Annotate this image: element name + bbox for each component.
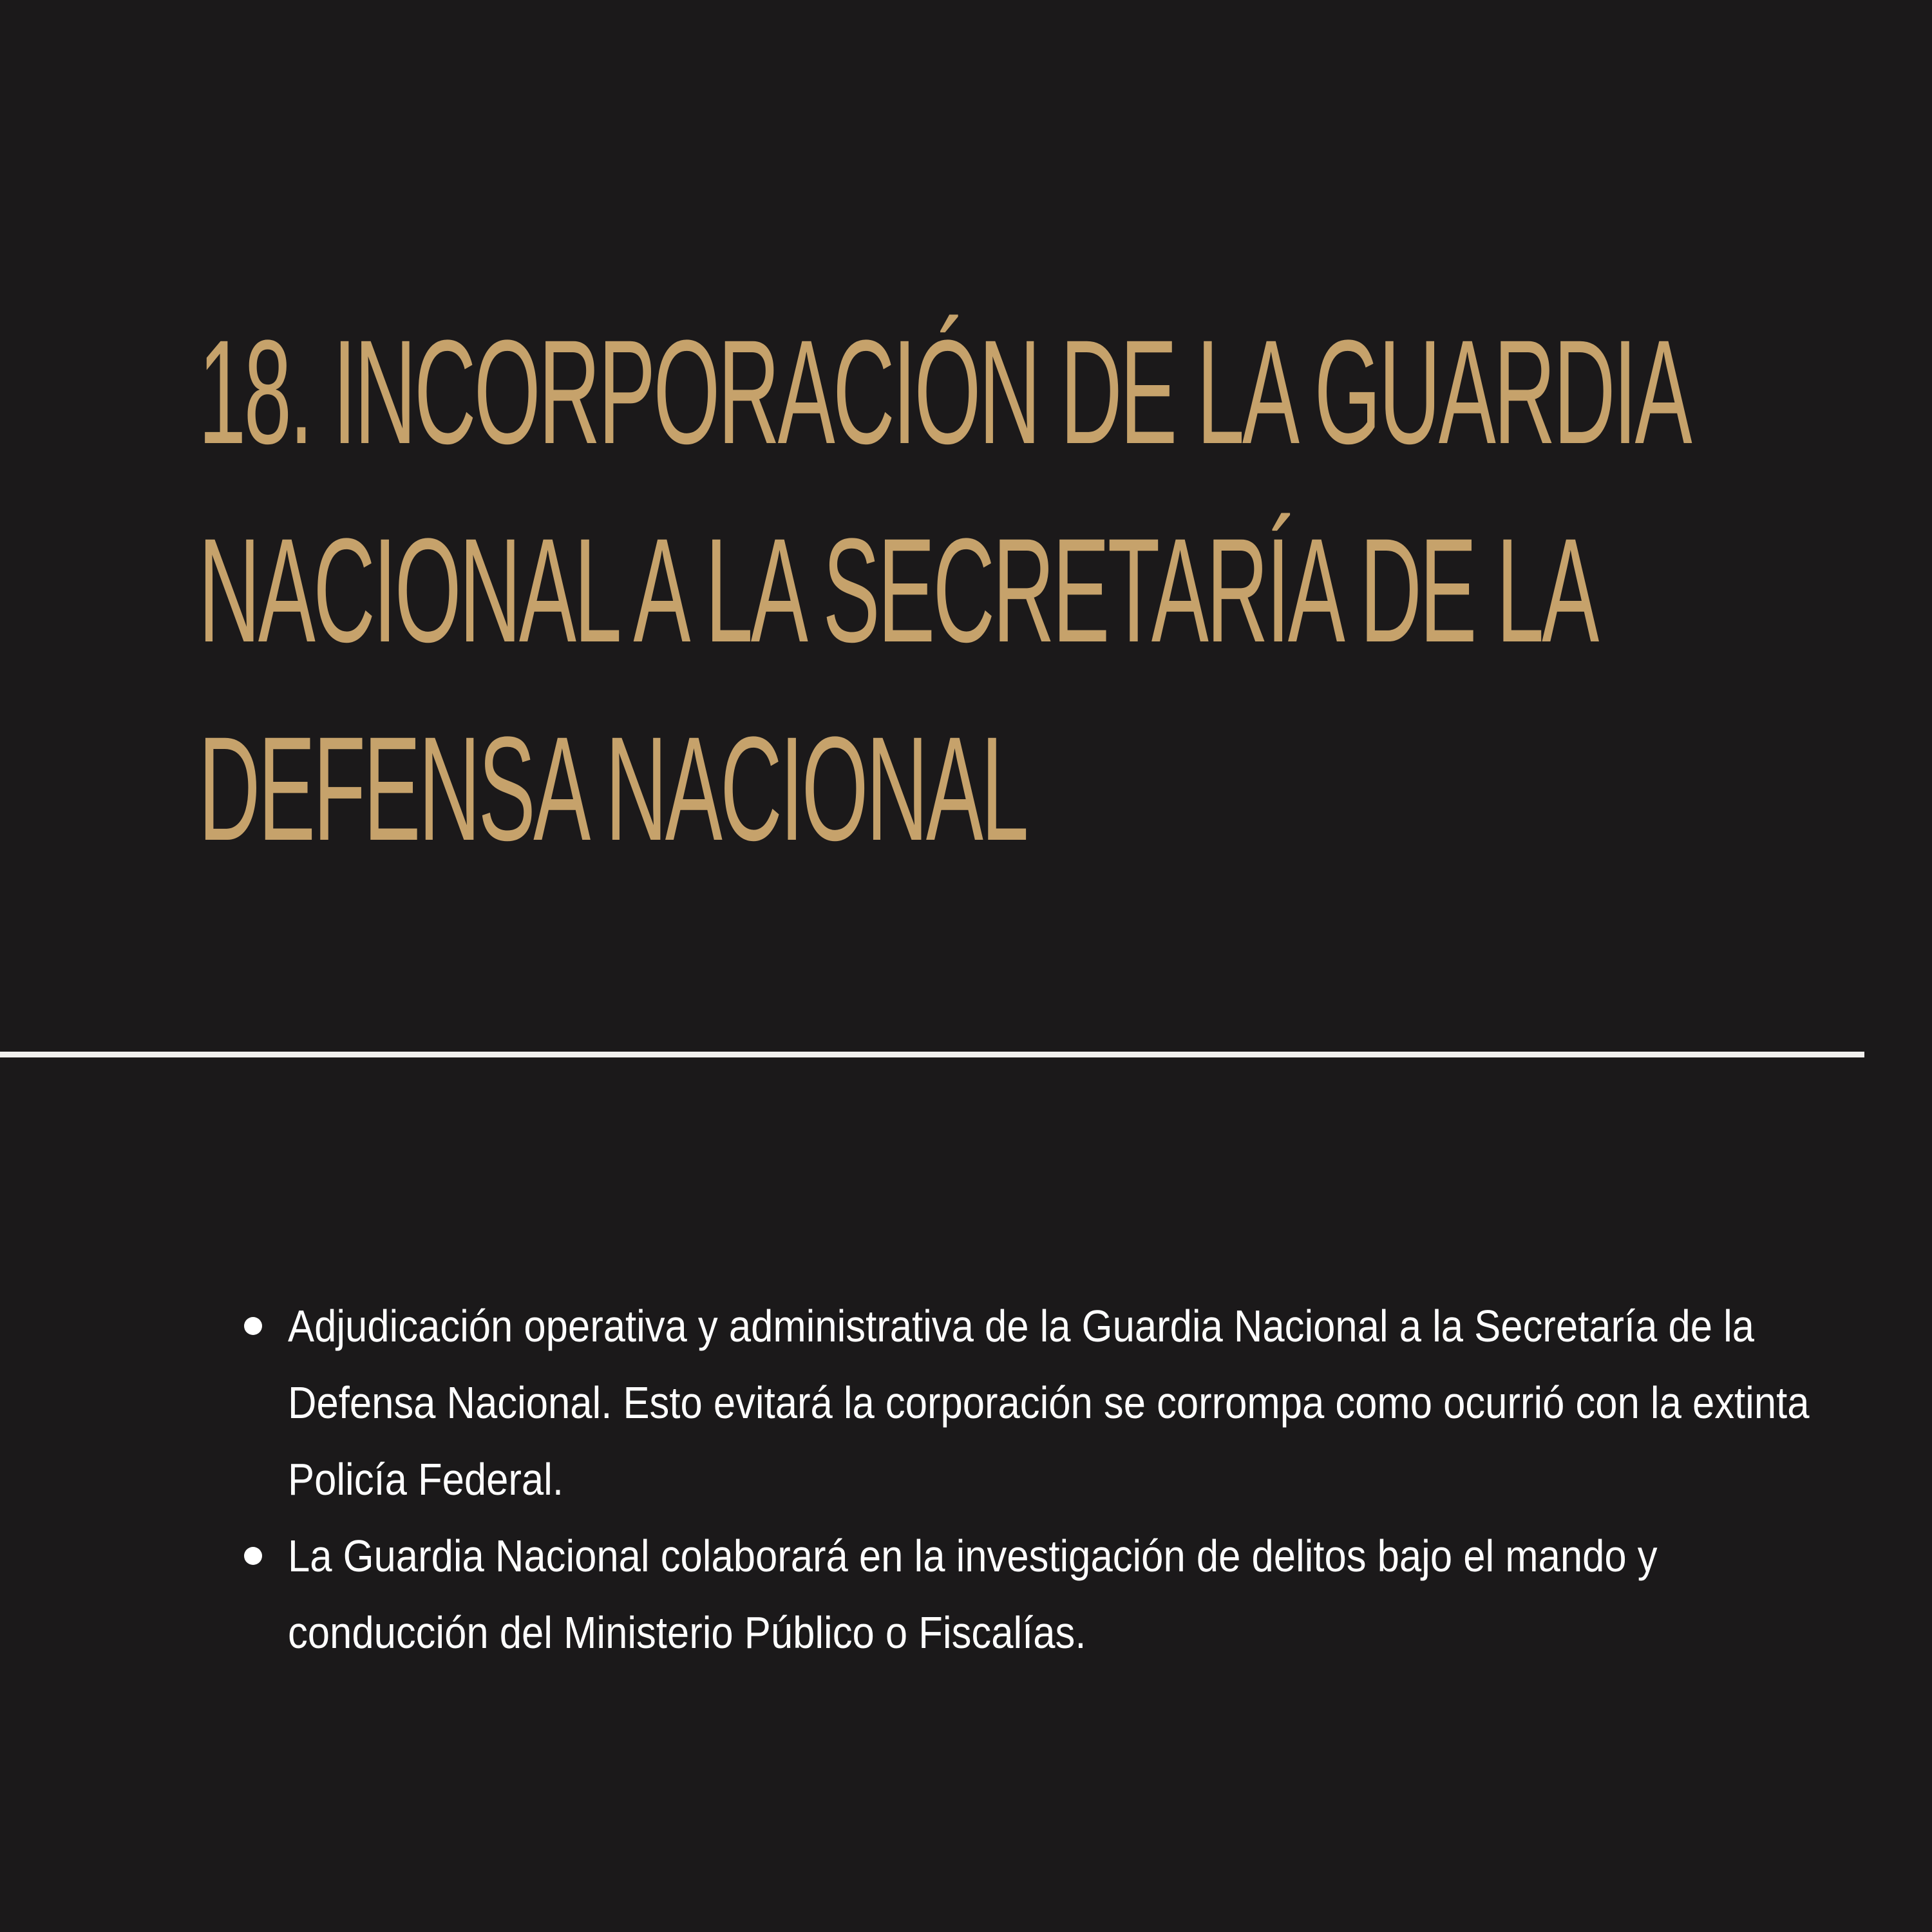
title-line-1: 18. INCORPORACIÓN DE LA GUARDIA — [198, 309, 1690, 475]
divider — [0, 1052, 1864, 1057]
bullet-list — [238, 1288, 1823, 1671]
list-item — [238, 1288, 1823, 1518]
list-item — [238, 1518, 1823, 1671]
page-title — [198, 293, 1842, 888]
bullet-text: Adjudicación operativa y administrativa de la Guardia Nacional a la Secretaría de la Defensa Nacional. Esto evitará la corporación se corrompa como ocurrió con la extinta Policía Federal. — [288, 1301, 1810, 1504]
title-line-2: NACIONAL A LA SECRETARÍA DE LA — [198, 507, 1597, 673]
bullet-dot-icon — [244, 1317, 262, 1335]
title-line-3: DEFENSA NACIONAL — [198, 706, 1027, 871]
bullet-text: La Guardia Nacional colaborará en la investigación de delitos bajo el mando y conducción del Ministerio Público o Fiscalías. — [288, 1531, 1658, 1658]
bullet-dot-icon — [244, 1547, 262, 1565]
